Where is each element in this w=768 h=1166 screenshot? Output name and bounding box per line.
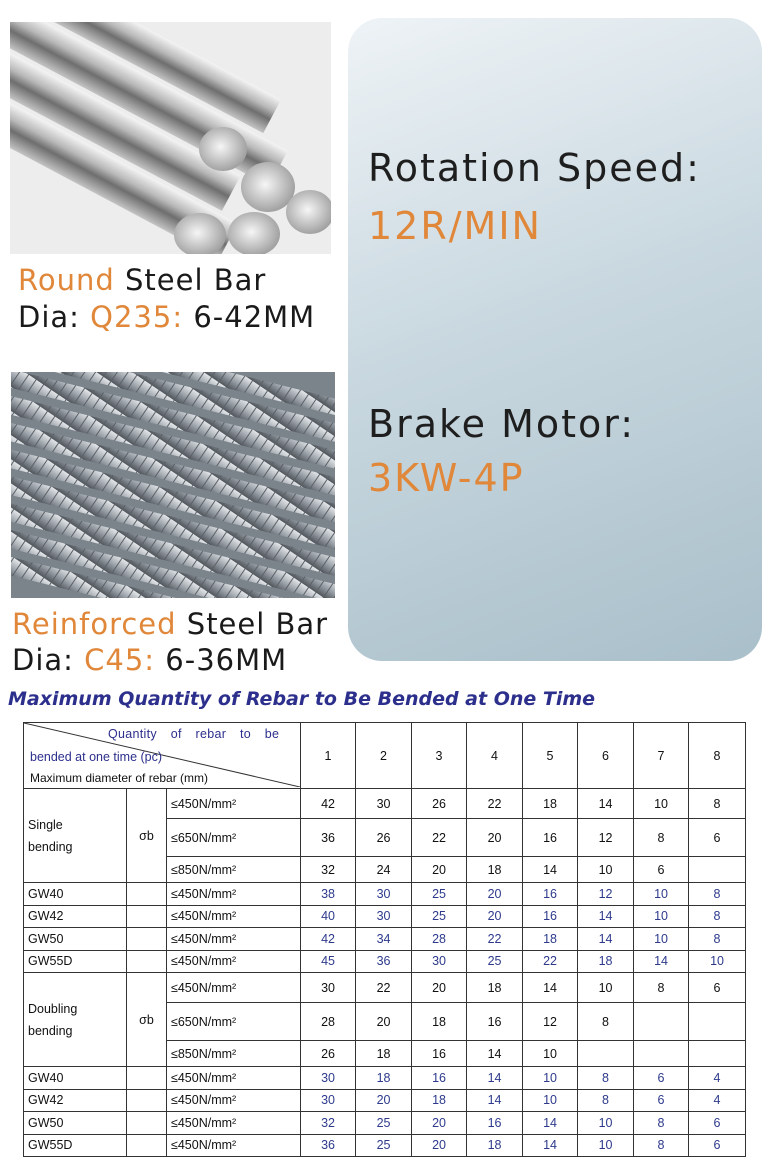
diameter-value: 30 bbox=[356, 905, 412, 928]
reinforced-steel-bar-photo bbox=[11, 372, 335, 598]
diameter-value: 14 bbox=[467, 1041, 523, 1067]
round-bar-caption bbox=[18, 263, 266, 297]
diameter-value: 30 bbox=[356, 883, 412, 906]
diameter-value: 16 bbox=[523, 883, 578, 906]
bending-type-label: Doubling bending bbox=[24, 973, 127, 1067]
diameter-value bbox=[634, 1041, 689, 1067]
diameter-value: 6 bbox=[689, 1112, 746, 1135]
diameter-value: 10 bbox=[689, 950, 746, 973]
rotation-speed-value: 12R/MIN bbox=[368, 204, 542, 248]
empty-cell bbox=[127, 905, 167, 928]
diameter-value: 20 bbox=[412, 1134, 467, 1157]
model-name: GW40 bbox=[24, 883, 127, 906]
diameter-value: 30 bbox=[412, 950, 467, 973]
diameter-value: 8 bbox=[689, 905, 746, 928]
diameter-value: 8 bbox=[578, 1089, 634, 1112]
empty-cell bbox=[127, 1112, 167, 1135]
model-row bbox=[24, 950, 746, 973]
reinforced-bar-grade: C45: bbox=[84, 643, 156, 677]
diameter-value: 26 bbox=[301, 1041, 356, 1067]
diameter-value: 6 bbox=[634, 857, 689, 883]
diameter-value: 30 bbox=[356, 789, 412, 819]
qty-header: 7 bbox=[634, 723, 689, 789]
diameter-value: 28 bbox=[301, 1003, 356, 1041]
diameter-value: 6 bbox=[634, 1067, 689, 1090]
diameter-value: 34 bbox=[356, 928, 412, 951]
tensile-strength: ≤450N/mm² bbox=[167, 883, 301, 906]
diameter-value: 16 bbox=[467, 1112, 523, 1135]
diameter-value: 38 bbox=[301, 883, 356, 906]
diameter-value: 10 bbox=[634, 928, 689, 951]
diameter-value: 18 bbox=[578, 950, 634, 973]
diameter-value: 4 bbox=[689, 1089, 746, 1112]
diameter-value: 18 bbox=[523, 928, 578, 951]
diameter-value: 36 bbox=[301, 819, 356, 857]
diameter-value: 10 bbox=[578, 973, 634, 1003]
qty-header: 3 bbox=[412, 723, 467, 789]
table-title: Maximum Quantity of Rebar to Be Bended at One Time bbox=[8, 688, 596, 710]
diameter-value: 24 bbox=[356, 857, 412, 883]
diameter-value bbox=[634, 1003, 689, 1041]
strength-row bbox=[24, 789, 746, 819]
header-diameter-label: Maximum diameter of rebar (mm) bbox=[30, 771, 209, 785]
model-row bbox=[24, 1134, 746, 1157]
diameter-value: 8 bbox=[634, 973, 689, 1003]
diameter-value: 14 bbox=[467, 1067, 523, 1090]
reinforced-bar-caption bbox=[12, 607, 328, 641]
diameter-value: 26 bbox=[356, 819, 412, 857]
qty-header: 5 bbox=[523, 723, 578, 789]
diameter-value: 8 bbox=[578, 1067, 634, 1090]
diameter-value: 8 bbox=[689, 883, 746, 906]
tensile-strength: ≤450N/mm² bbox=[167, 928, 301, 951]
round-steel-bar-photo bbox=[10, 22, 331, 254]
qty-header: 1 bbox=[301, 723, 356, 789]
diameter-value: 6 bbox=[689, 1134, 746, 1157]
diameter-value: 25 bbox=[467, 950, 523, 973]
diameter-value: 18 bbox=[467, 857, 523, 883]
model-name: GW50 bbox=[24, 928, 127, 951]
diameter-value: 12 bbox=[578, 883, 634, 906]
diameter-value: 28 bbox=[412, 928, 467, 951]
diameter-value: 18 bbox=[467, 1134, 523, 1157]
model-row bbox=[24, 1112, 746, 1135]
diameter-value: 10 bbox=[578, 1112, 634, 1135]
diameter-value: 30 bbox=[301, 1089, 356, 1112]
model-name: GW42 bbox=[24, 1089, 127, 1112]
brake-motor-value: 3KW-4P bbox=[368, 456, 525, 500]
diameter-value: 18 bbox=[412, 1003, 467, 1041]
diameter-value: 12 bbox=[578, 819, 634, 857]
diameter-value bbox=[578, 1041, 634, 1067]
diameter-value: 6 bbox=[689, 819, 746, 857]
diameter-value: 10 bbox=[523, 1067, 578, 1090]
diameter-value: 20 bbox=[412, 857, 467, 883]
diameter-value: 8 bbox=[689, 928, 746, 951]
diameter-value: 8 bbox=[634, 1112, 689, 1135]
diameter-value: 36 bbox=[356, 950, 412, 973]
bending-type-label: Single bending bbox=[24, 789, 127, 883]
diameter-value: 20 bbox=[412, 1112, 467, 1135]
qty-header: 4 bbox=[467, 723, 523, 789]
rebar-capacity-table bbox=[23, 722, 746, 1157]
round-bar-dia bbox=[18, 300, 315, 334]
brake-motor-label: Brake Motor: bbox=[368, 402, 636, 446]
model-row bbox=[24, 1067, 746, 1090]
diameter-value: 16 bbox=[467, 1003, 523, 1041]
diameter-value: 20 bbox=[467, 819, 523, 857]
model-row bbox=[24, 1089, 746, 1112]
diameter-value: 25 bbox=[356, 1112, 412, 1135]
diameter-value: 42 bbox=[301, 789, 356, 819]
diameter-value: 22 bbox=[467, 789, 523, 819]
reinforced-bar-dia-label: Dia: bbox=[12, 643, 74, 677]
diameter-value: 14 bbox=[578, 789, 634, 819]
diameter-value: 36 bbox=[301, 1134, 356, 1157]
rotation-speed-label: Rotation Speed: bbox=[368, 146, 701, 190]
table-header-row bbox=[24, 723, 746, 789]
diameter-value: 22 bbox=[523, 950, 578, 973]
diameter-value: 12 bbox=[523, 1003, 578, 1041]
header-bended-label: bended at one time (pc) bbox=[30, 750, 163, 764]
header-quantity-label: Quantity of rebar to be bbox=[108, 727, 280, 741]
diameter-value: 6 bbox=[689, 973, 746, 1003]
tensile-strength: ≤450N/mm² bbox=[167, 1112, 301, 1135]
diameter-value: 18 bbox=[412, 1089, 467, 1112]
diameter-value bbox=[689, 1003, 746, 1041]
diameter-value: 20 bbox=[467, 905, 523, 928]
round-bar-grade: Q235: bbox=[90, 300, 184, 334]
diameter-value: 32 bbox=[301, 857, 356, 883]
diameter-value: 18 bbox=[356, 1067, 412, 1090]
diameter-value: 42 bbox=[301, 928, 356, 951]
empty-cell bbox=[127, 1134, 167, 1157]
diameter-value: 14 bbox=[523, 1134, 578, 1157]
diameter-value: 14 bbox=[578, 905, 634, 928]
tensile-strength: ≤850N/mm² bbox=[167, 1041, 301, 1067]
reinforced-bar-dia bbox=[12, 643, 287, 677]
reinforced-bar-range: 6-36MM bbox=[165, 643, 288, 677]
diameter-value: 20 bbox=[356, 1003, 412, 1041]
diameter-value: 14 bbox=[578, 928, 634, 951]
diameter-value: 14 bbox=[523, 973, 578, 1003]
diameter-value: 8 bbox=[634, 819, 689, 857]
reinforced-bar-caption-rest: Steel Bar bbox=[186, 607, 329, 641]
round-bar-caption-rest: Steel Bar bbox=[124, 263, 267, 297]
diameter-value: 18 bbox=[467, 973, 523, 1003]
qty-header: 8 bbox=[689, 723, 746, 789]
diameter-value: 10 bbox=[634, 905, 689, 928]
diameter-value bbox=[689, 1041, 746, 1067]
tensile-strength: ≤650N/mm² bbox=[167, 819, 301, 857]
tensile-strength: ≤450N/mm² bbox=[167, 1134, 301, 1157]
diameter-value: 6 bbox=[634, 1089, 689, 1112]
model-row bbox=[24, 883, 746, 906]
specs-panel bbox=[348, 18, 762, 661]
diameter-value: 26 bbox=[412, 789, 467, 819]
diameter-value: 8 bbox=[578, 1003, 634, 1041]
diameter-value: 25 bbox=[412, 905, 467, 928]
tensile-strength: ≤450N/mm² bbox=[167, 950, 301, 973]
diameter-value: 20 bbox=[412, 973, 467, 1003]
sigma-b-label: σb bbox=[127, 973, 167, 1067]
diameter-value: 14 bbox=[634, 950, 689, 973]
diameter-value: 10 bbox=[578, 857, 634, 883]
tensile-strength: ≤450N/mm² bbox=[167, 905, 301, 928]
diameter-value: 20 bbox=[356, 1089, 412, 1112]
model-row bbox=[24, 928, 746, 951]
diameter-value: 40 bbox=[301, 905, 356, 928]
tensile-strength: ≤450N/mm² bbox=[167, 1067, 301, 1090]
model-name: GW50 bbox=[24, 1112, 127, 1135]
diameter-value: 22 bbox=[356, 973, 412, 1003]
diameter-value: 18 bbox=[356, 1041, 412, 1067]
diameter-value: 30 bbox=[301, 973, 356, 1003]
diameter-value: 8 bbox=[689, 789, 746, 819]
round-bar-caption-accent: Round bbox=[18, 263, 115, 297]
diameter-value: 22 bbox=[467, 928, 523, 951]
diameter-value: 10 bbox=[578, 1134, 634, 1157]
diameter-value: 10 bbox=[523, 1041, 578, 1067]
diameter-value: 4 bbox=[689, 1067, 746, 1090]
diameter-value: 10 bbox=[634, 789, 689, 819]
diameter-value: 16 bbox=[523, 905, 578, 928]
sigma-b-label: σb bbox=[127, 789, 167, 883]
model-name: GW55D bbox=[24, 1134, 127, 1157]
diameter-value: 32 bbox=[301, 1112, 356, 1135]
tensile-strength: ≤650N/mm² bbox=[167, 1003, 301, 1041]
table-header-corner bbox=[24, 723, 301, 789]
tensile-strength: ≤450N/mm² bbox=[167, 973, 301, 1003]
empty-cell bbox=[127, 950, 167, 973]
empty-cell bbox=[127, 928, 167, 951]
tensile-strength: ≤450N/mm² bbox=[167, 789, 301, 819]
diameter-value: 16 bbox=[412, 1067, 467, 1090]
qty-header: 6 bbox=[578, 723, 634, 789]
diameter-value: 14 bbox=[523, 857, 578, 883]
empty-cell bbox=[127, 883, 167, 906]
round-bar-dia-label: Dia: bbox=[18, 300, 80, 334]
diameter-value: 20 bbox=[467, 883, 523, 906]
strength-row bbox=[24, 973, 746, 1003]
model-name: GW42 bbox=[24, 905, 127, 928]
diameter-value: 16 bbox=[412, 1041, 467, 1067]
model-name: GW40 bbox=[24, 1067, 127, 1090]
diameter-value: 10 bbox=[523, 1089, 578, 1112]
diameter-value: 22 bbox=[412, 819, 467, 857]
model-row bbox=[24, 905, 746, 928]
empty-cell bbox=[127, 1089, 167, 1112]
round-bar-range: 6-42MM bbox=[193, 300, 316, 334]
diameter-value: 25 bbox=[412, 883, 467, 906]
tensile-strength: ≤850N/mm² bbox=[167, 857, 301, 883]
reinforced-bar-caption-accent: Reinforced bbox=[12, 607, 177, 641]
diameter-value: 14 bbox=[467, 1089, 523, 1112]
empty-cell bbox=[127, 1067, 167, 1090]
model-name: GW55D bbox=[24, 950, 127, 973]
tensile-strength: ≤450N/mm² bbox=[167, 1089, 301, 1112]
diameter-value: 14 bbox=[523, 1112, 578, 1135]
diameter-value: 10 bbox=[634, 883, 689, 906]
diameter-value: 8 bbox=[634, 1134, 689, 1157]
diameter-value: 45 bbox=[301, 950, 356, 973]
diameter-value: 18 bbox=[523, 789, 578, 819]
qty-header: 2 bbox=[356, 723, 412, 789]
diameter-value: 25 bbox=[356, 1134, 412, 1157]
diameter-value: 30 bbox=[301, 1067, 356, 1090]
diameter-value: 16 bbox=[523, 819, 578, 857]
diameter-value bbox=[689, 857, 746, 883]
